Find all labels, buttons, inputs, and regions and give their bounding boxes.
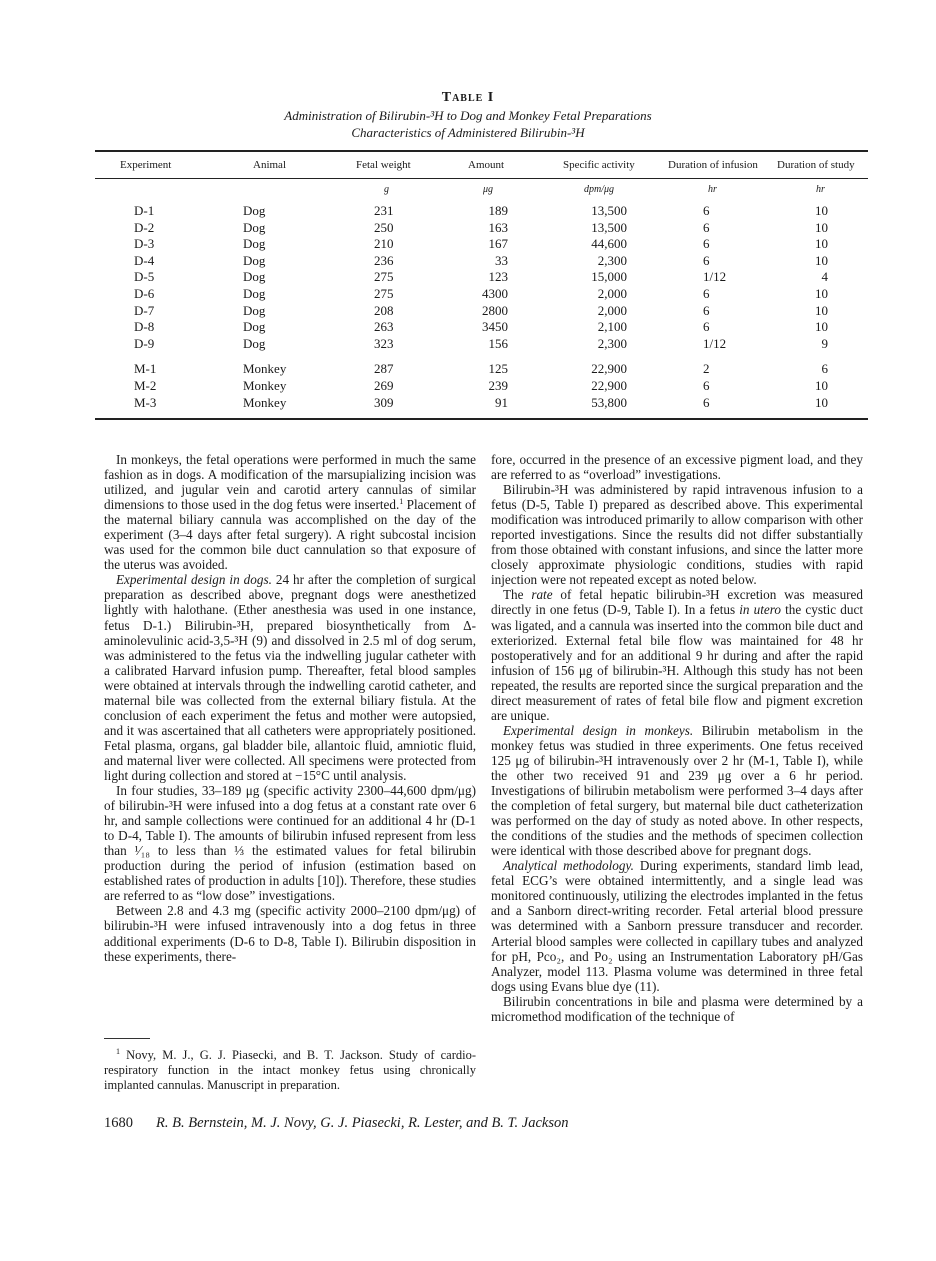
table-row [0,303,936,319]
paragraph: fore, occurred in the presence of an excessive pigment load, and they are referred to as “overload” investigations. [491,452,863,483]
cell-duration-infusion: 6 [703,236,710,252]
cell-specific-activity: 13,500 [591,203,627,218]
cell-amount: 167 [488,236,508,252]
cell-experiment: M-2 [134,378,157,393]
cell-fetal-weight: 323 [374,335,394,351]
footnote: $^1$ Novy, M. J., G. J. Piasecki, and B. T. Jackson. Study of cardio-respiratory function in the intact monkey fetus using chronically implanted cannulas. Manuscript in preparation. [104,1047,476,1092]
cell-specific-activity: 15,000 [591,269,627,285]
unit-duration-infusion: hr [708,184,717,195]
cell-animal: Dog [243,269,266,285]
table-row [0,336,936,352]
cell-duration-study: 6 [821,361,828,377]
cell-specific-activity: 22,900 [591,361,627,377]
cell-amount: 125 [488,361,508,377]
cell-specific-activity: 2,300 [597,335,627,351]
cell-amount: 91 [495,394,508,410]
cell-animal: Dog [243,236,266,252]
paragraph: Between 2.8 and 4.3 mg (specific activity 2000–2100 dpm/μg) of bilirubin-³H were infused intravenously into a dog fetus in three additional experiments (D-6 to D-8, Table I). Bilirubin disposition in these experiments, there- [104,903,476,964]
footnote-number: 1 [116,1047,120,1056]
cell-specific-activity: 44,600 [591,236,627,252]
column-header-specific-activity: Specific activity [563,159,635,171]
paragraph: Experimental design in monkeys. Bilirubin metabolism in the monkey fetus was studied in three experiments. One fetus received 125 μg of bilirubin-³H intravenously over 2 hr (M-1, Table I), while the other two received 91 and 239 μg over a 6 hr period. Investigations of bilirubin metabolism were performed 3–4 days after the completion of fetal surgery, but maternal bile duct catheterization was performed on the day of study as noted above. In other respects, the conditions of the studies and the methods of specimen collection were identical with those described above for pregnant dogs. [491,722,864,859]
cell-fetal-weight: 309 [374,394,394,410]
cell-specific-activity: 13,500 [591,219,627,235]
cell-specific-activity: 2,000 [597,286,627,301]
cell-duration-study: 10 [815,252,828,268]
cell-amount: 33 [495,252,508,268]
table-title: Administration of Bilirubin-³H to Dog and Monkey Fetal Preparations [284,108,652,123]
cell-experiment: D-3 [134,236,155,252]
cell-animal: Dog [243,335,266,351]
cell-duration-infusion: 2 [703,361,710,377]
cell-specific-activity: 2,300 [597,252,627,268]
cell-duration-study: 10 [815,286,828,301]
cell-amount: 239 [488,378,508,393]
table-row [0,378,936,394]
cell-experiment: D-9 [134,335,155,351]
cell-duration-infusion: 1/12 [703,269,727,285]
table-row [0,236,936,252]
table-row [0,253,936,269]
paragraph: Bilirubin-³H was administered by rapid intravenous infusion to a fetus (D-5, Table I) prepared as described above. This experimental modification was introduced primarily to allow comparison with other reported investigations. Since the results did not differ substantially from those obtained with constant infusions, and since the latter more closely approximate physiologic conditions, studies with rapid injection were not repeated except as noted below. [491,482,863,588]
table-row [0,220,936,236]
cell-amount: 3450 [482,319,508,335]
cell-duration-study: 10 [815,203,828,218]
column-header-duration-study: Duration of study [777,159,855,171]
cell-duration-infusion: 1/12 [703,335,727,351]
paragraph: Bilirubin concentrations in bile and plasma were determined by a micromethod modification of the technique of [491,993,863,1024]
running-authors: R. B. Bernstein, M. J. Novy, G. J. Piasecki, R. Lester, and B. T. Jackson [156,1115,569,1131]
table-subtitle: Characteristics of Administered Bilirubin-³H [351,125,585,140]
table-bottom-rule [95,418,868,420]
page-number: 1680 [104,1115,133,1131]
paragraph: In monkeys, the fetal operations were performed in much the same fashion as in dogs. A modification of the marsupializing incision was utilized, and jugular vein and carotid artery cannulas of similar dimensions to those used in the dog fetus were inserted.$^1$ Placement of the maternal biliary cannula was accomplished on the day of the experiment (3–4 days after fetal surgery). A right subcostal incision was used for the common bile duct cannulation so that exposure of the uterus was avoided. [104,452,476,573]
table-header-rule [95,178,868,179]
body-column-left [104,452,476,964]
cell-animal: Dog [243,319,266,335]
column-header-amount: Amount [468,159,505,171]
cell-animal: Monkey [243,361,287,377]
cell-experiment: D-5 [134,269,155,285]
cell-duration-study: 10 [815,378,828,393]
cell-duration-study: 10 [815,219,828,235]
cell-duration-study: 10 [815,394,828,410]
cell-fetal-weight: 208 [374,302,394,318]
cell-duration-infusion: 6 [703,286,710,301]
cell-experiment: D-8 [134,319,155,335]
cell-animal: Dog [243,219,266,235]
cell-experiment: D-1 [134,203,155,218]
cell-animal: Dog [243,302,266,318]
cell-duration-infusion: 6 [703,378,710,393]
footnote-marker: 1 [399,497,404,507]
cell-amount: 163 [488,219,508,235]
footnote-rule [104,1038,150,1039]
cell-fetal-weight: 287 [374,361,394,377]
cell-animal: Dog [243,203,266,218]
cell-amount: 123 [488,269,508,285]
cell-specific-activity: 53,800 [591,394,627,410]
cell-duration-study: 9 [821,335,828,351]
table-row [0,286,936,302]
paragraph: Experimental design in dogs. 24 hr after the completion of surgical preparation as described above, pregnant dogs were anesthetized lightly with halothane. (Ether anesthesia was used in one instance, fetus D-1.) Bilirubin-³H, prepared biosynthetically from Δ-aminolevulinic acid-3,5-³H (9) and dissolved in 2.5 ml of dog serum, was administered to the fetus via the indwelling jugular catheter with a calibrated Harvard infusion pump. Thereafter, fetal blood samples were obtained at intervals through the indwelling carotid catheter, and maternal bile was collected from the external biliary fistula. At the conclusion of each experiment the fetus and mother were autopsied, and it was ascertained that all catheters were appropriately positioned. Fetal plasma, organs, gal bladder bile, allantoic fluid, amniotic fluid, and maternal liver were collected. All specimens were protected from light during collection and stored at −15°C until analysis. [104,572,476,783]
cell-duration-infusion: 6 [703,252,710,268]
table-row [0,319,936,335]
cell-experiment: D-2 [134,219,155,235]
cell-experiment: M-3 [134,394,157,410]
cell-duration-infusion: 6 [703,302,710,318]
cell-duration-study: 10 [815,236,828,252]
cell-animal: Monkey [243,378,287,393]
cell-fetal-weight: 263 [374,319,394,335]
cell-fetal-weight: 275 [374,269,394,285]
column-header-fetal-weight: Fetal weight [356,159,411,171]
unit-duration-study: hr [816,184,825,195]
paragraph: The rate of fetal hepatic bilirubin-³H excretion was measured directly in one fetus (D-9, Table I). In a fetus in utero the cystic duct was ligated, and a cannula was inserted into the common bile duct and exteriorized. External fetal bile flow was maintained for 48 hr postoperatively and for an additional 9 hr during and after the rapid infusion of 156 μg of bilirubin-³H. Although this study has not been repeated, the results are reported since the surgical preparation and the direct measurement of rates of fetal bile flow and pigment excretion are unique. [491,587,864,723]
unit-specific-activity: dpm/μg [584,184,615,195]
paragraph: In four studies, 33–189 μg (specific activity 2300–44,600 dpm/μg) of bilirubin-³H were infused into a dog fetus at a constant rate over 6 hr, and sample collections were continued for an additional 4 hr (D-1 to D-4, Table I). The amounts of bilirubin infused represent from less than ¹⁄₁₈ to less than ⅓ the estimated values for fetal bilirubin production during the period of infusion (estimation based on established rates of production in adults [10]). Therefore, these studies are referred to as “low dose” investigations. [104,783,476,904]
paragraph: Analytical methodology. During experiments, standard limb lead, fetal ECG’s were obtained intermittently, and a single lead was monitored continuously, utilizing the electrodes implanted in the fetus and a Sanborn direct-writing recorder. Fetal arterial blood pressure was determined with a Sanborn pressure transducer and recorder. Arterial blood samples were collected in capillary tubes and analyzed for pH, Pco₂, and Po₂ using an Instrumentation Laboratory pH/Gas Analyzer, model 113. Plasma volume was determined in three fetal dogs using Evans blue dye (11). [491,858,863,994]
table-label: Table I [441,90,495,105]
cell-fetal-weight: 269 [374,378,394,393]
cell-duration-study: 10 [815,319,828,335]
body-column-right [491,452,863,1024]
cell-duration-study: 4 [821,269,828,285]
cell-experiment: D-4 [134,252,155,268]
cell-specific-activity: 2,100 [597,319,627,335]
cell-fetal-weight: 231 [374,203,394,218]
cell-animal: Dog [243,286,266,301]
table-top-rule [95,150,868,152]
cell-duration-infusion: 6 [703,319,710,335]
cell-fetal-weight: 210 [374,236,394,252]
column-header-experiment: Experiment [120,159,172,171]
cell-amount: 189 [488,203,508,218]
table-row [0,203,936,219]
cell-amount: 156 [488,335,508,351]
cell-experiment: D-7 [134,302,155,318]
cell-fetal-weight: 250 [374,219,394,235]
unit-amount: μg [483,184,494,195]
cell-duration-infusion: 6 [703,219,710,235]
cell-amount: 4300 [482,286,508,301]
cell-animal: Dog [243,252,266,268]
column-header-animal: Animal [253,159,286,171]
section-heading: Experimental design in monkeys. [503,722,694,738]
table-row [0,361,936,377]
cell-fetal-weight: 275 [374,286,394,301]
table-row [0,395,936,411]
cell-duration-infusion: 6 [703,394,710,410]
cell-fetal-weight: 236 [374,252,394,268]
cell-duration-infusion: 6 [703,203,710,218]
cell-specific-activity: 2,000 [597,302,627,318]
cell-experiment: M-1 [134,361,157,377]
section-heading: Analytical methodology. [503,858,634,874]
cell-duration-study: 10 [815,302,828,318]
table-row [0,269,936,285]
unit-fetal-weight: g [384,184,389,195]
column-header-duration-infusion: Duration of infusion [668,159,758,171]
cell-amount: 2800 [482,302,508,318]
cell-experiment: D-6 [134,286,155,301]
cell-animal: Monkey [243,394,287,410]
section-heading: Experimental design in dogs. [116,572,272,588]
cell-specific-activity: 22,900 [591,378,627,393]
